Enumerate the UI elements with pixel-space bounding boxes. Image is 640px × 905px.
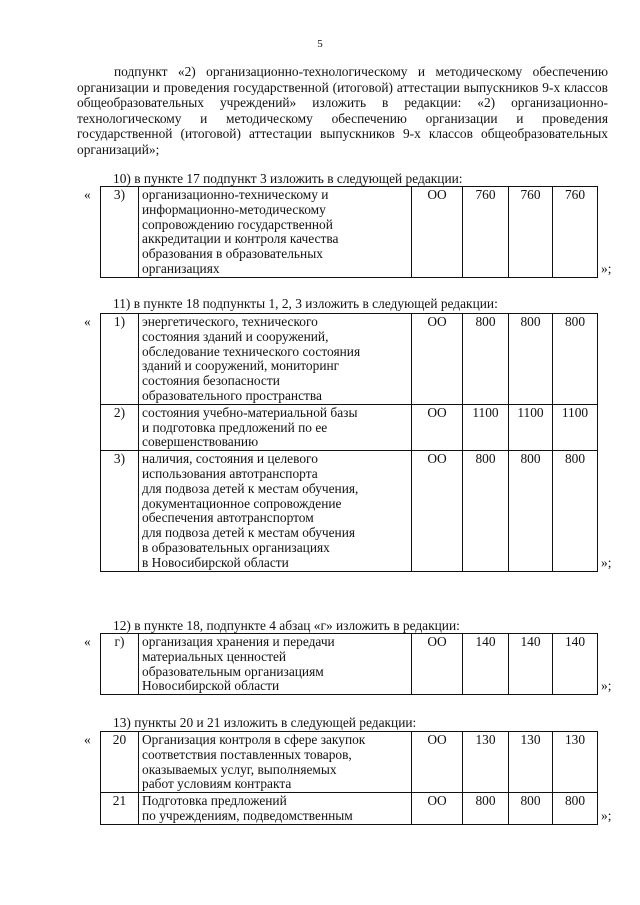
- amendment-table: [100, 633, 598, 695]
- intro-paragraph: подпункт «2) организационно-технологическому и методическому обеспечению организации и проведения государственной (итоговой) аттестации выпускников 9-х классов общеобразовательных учреждений» изложить в редакции: «2) организационно-технологическому и методическому обеспечению организации и проведения государственной (итоговой) аттестации выпускников 9-х классов общеобразовательных организаций»;: [77, 64, 608, 157]
- row-description: Подготовка предложений по учреждениям, подведомственным: [139, 793, 412, 825]
- row-unit: ОО: [412, 451, 463, 571]
- row-description: Организация контроля в сфере закупок соответствия поставленных товаров, оказываемых услуг, выполняемых работ условиям контракта: [139, 732, 412, 793]
- row-unit: ОО: [412, 187, 463, 278]
- row-number: г): [101, 634, 139, 695]
- row-description: наличия, состояния и целевого использования автотранспорта для подвоза детей к местам обучения, документационное сопровождение обеспечения автотранспортом для подвоза детей к местам обучения в образовательных организациях в Новосибирской области: [139, 451, 412, 571]
- row-unit: ОО: [412, 793, 463, 825]
- row-value: 800: [553, 314, 598, 405]
- row-value: 140: [553, 634, 598, 695]
- table-row: [101, 451, 598, 571]
- table-row: [101, 732, 598, 793]
- row-value: 800: [463, 793, 509, 825]
- row-value: 140: [463, 634, 509, 695]
- row-unit: ОО: [412, 634, 463, 695]
- row-value: 800: [463, 314, 509, 405]
- row-value: 800: [509, 793, 553, 825]
- row-value: 800: [553, 451, 598, 571]
- row-value: 760: [463, 187, 509, 278]
- row-value: 1100: [509, 404, 553, 450]
- row-number: 21: [101, 793, 139, 825]
- table-row: [101, 314, 598, 405]
- row-value: 1100: [553, 404, 598, 450]
- amendment-table: [100, 731, 598, 825]
- row-description: организация хранения и передачи материальных ценностей образовательным организациям Новосибирской области: [139, 634, 412, 695]
- row-value: 130: [509, 732, 553, 793]
- open-quote: «: [84, 187, 91, 202]
- row-value: 760: [553, 187, 598, 278]
- row-number: 20: [101, 732, 139, 793]
- row-value: 800: [553, 793, 598, 825]
- row-value: 800: [509, 451, 553, 571]
- row-number: 3): [101, 187, 139, 278]
- table-row: [101, 634, 598, 695]
- close-quote: »;: [601, 678, 612, 693]
- table-row: [101, 404, 598, 450]
- section-heading: 12) в пункте 18, подпункте 4 абзац «г» изложить в редакции:: [113, 618, 460, 633]
- close-quote: »;: [601, 555, 612, 570]
- section-heading: 13) пункты 20 и 21 изложить в следующей редакции:: [113, 715, 417, 730]
- row-value: 800: [463, 451, 509, 571]
- row-value: 130: [463, 732, 509, 793]
- row-value: 130: [553, 732, 598, 793]
- row-value: 1100: [463, 404, 509, 450]
- close-quote: »;: [601, 808, 612, 823]
- section-heading: 10) в пункте 17 подпункт 3 изложить в следующей редакции:: [113, 171, 463, 186]
- row-value: 760: [509, 187, 553, 278]
- row-value: 140: [509, 634, 553, 695]
- row-unit: ОО: [412, 404, 463, 450]
- row-number: 3): [101, 451, 139, 571]
- open-quote: «: [84, 634, 91, 649]
- row-unit: ОО: [412, 732, 463, 793]
- amendment-table: [100, 313, 598, 572]
- open-quote: «: [84, 314, 91, 329]
- close-quote: »;: [601, 261, 612, 276]
- row-value: 800: [509, 314, 553, 405]
- row-unit: ОО: [412, 314, 463, 405]
- section-heading: 11) в пункте 18 подпункты 1, 2, 3 изложить в следующей редакции:: [113, 296, 498, 311]
- row-description: организационно-техническому и информационно-методическому сопровождению государственной аккредитации и контроля качества образования в образовательных организациях: [139, 187, 412, 278]
- table-row: [101, 187, 598, 278]
- table-row: [101, 793, 598, 825]
- open-quote: «: [84, 732, 91, 747]
- row-number: 2): [101, 404, 139, 450]
- row-description: состояния учебно-материальной базы и подготовка предложений по ее совершенствованию: [139, 404, 412, 450]
- amendment-table: [100, 186, 598, 278]
- page-number: 5: [317, 38, 323, 50]
- row-description: энергетического, технического состояния зданий и сооружений, обследование технического состояния зданий и сооружений, мониторинг состояния безопасности образовательного пространства: [139, 314, 412, 405]
- row-number: 1): [101, 314, 139, 405]
